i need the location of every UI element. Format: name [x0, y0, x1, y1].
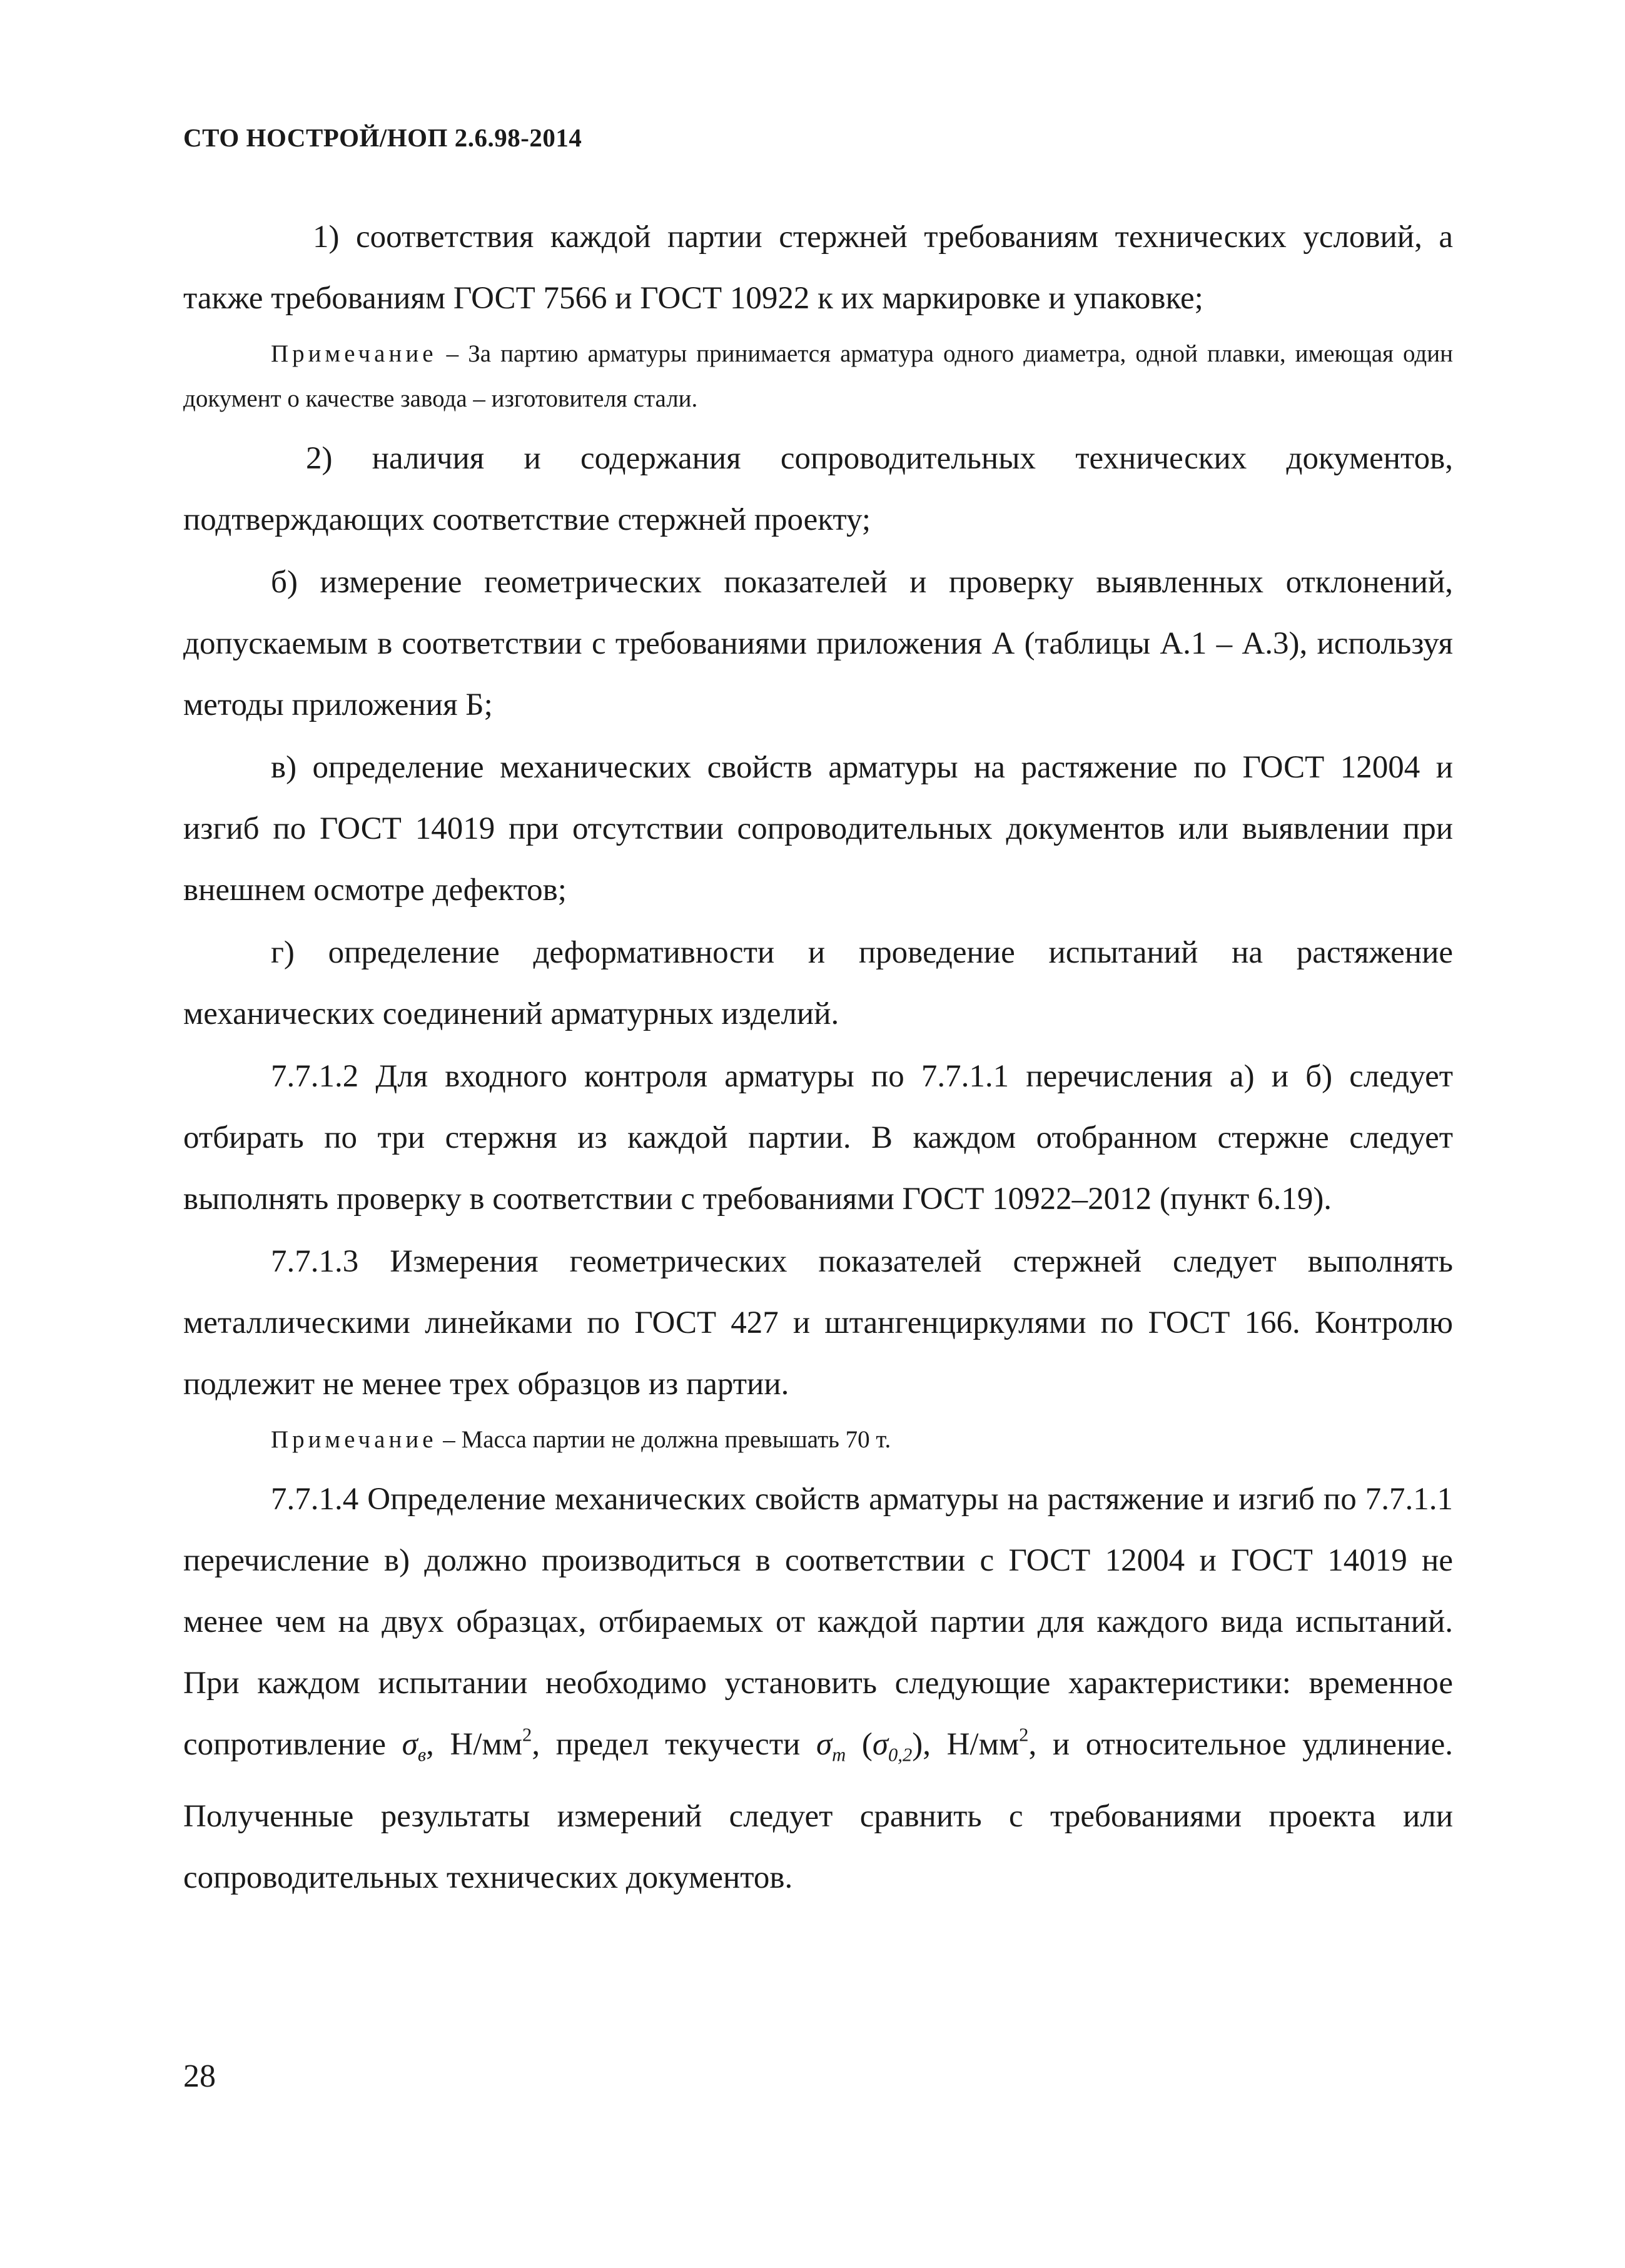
- paragraph-item-b: б) измерение геометрических показателей и проверку выявленных отклонений, допускаемым в соответствии с требованиями приложения А (таблицы А.1 – А.3), используя методы приложения Б;: [183, 565, 1453, 722]
- paragraph-7-7-1-3: 7.7.1.3 Измерения геометрических показателей стержней следует выполнять металлическими линейками по ГОСТ 427 и штангенциркулями по ГОСТ 166. Контролю подлежит не менее трех образцов из партии.: [183, 1244, 1453, 1402]
- subscript: в: [417, 1744, 427, 1766]
- document-code-header: СТО НОСТРОЙ/НОП 2.6.98-2014: [183, 123, 582, 152]
- text-run: , Н/мм: [426, 1727, 523, 1762]
- paragraph-item-1: 1) соответствия каждой партии стержней требованиям технических условий, а также требованиям ГОСТ 7566 и ГОСТ 10922 к их маркировке и упаковке;: [183, 220, 1453, 316]
- paragraph-item-g: г) определение деформативности и проведение испытаний на растяжение механических соединений арматурных изделий.: [183, 935, 1453, 1031]
- paragraph-7-7-1-2: 7.7.1.2 Для входного контроля арматуры по 7.7.1.1 перечисления а) и б) следует отбирать по три стержня из каждой партии. В каждом отобранном стержне следует выполнять проверку в соответствии с требованиями ГОСТ 10922–2012 (пункт 6.19).: [183, 1059, 1453, 1217]
- paragraph-7-7-1-4: [183, 1469, 1453, 1908]
- superscript: 2: [522, 1724, 532, 1746]
- note-text: – За партию арматуры принимается арматура одного диаметра, одной плавки, имеющая один документ о качестве завода – изготовителя стали.: [183, 340, 1453, 412]
- text-run: , предел текучести: [532, 1727, 816, 1762]
- note-text: – Масса партии не должна превышать 70 т.: [437, 1426, 891, 1453]
- note-label: Примечание: [271, 340, 437, 367]
- document-body: [183, 206, 1453, 1910]
- note-2: [183, 1417, 1453, 1462]
- paragraph-item-v: в) определение механических свойств арматуры на растяжение по ГОСТ 12004 и изгиб по ГОСТ 14019 при отсутствии сопроводительных документов или выявлении при внешнем осмотре дефектов;: [183, 750, 1453, 908]
- sigma-symbol: σ: [872, 1727, 888, 1762]
- note-label: Примечание: [271, 1426, 437, 1453]
- superscript: 2: [1019, 1724, 1029, 1746]
- sigma-symbol: σ: [402, 1727, 418, 1762]
- subscript: 0,2: [888, 1744, 913, 1766]
- note-1: [183, 332, 1453, 422]
- text-run: (: [846, 1727, 873, 1762]
- paragraph-item-2: 2) наличия и содержания сопроводительных технических документов, подтверждающих соответствие стержней проекту;: [183, 441, 1453, 537]
- text-run: , и относительное удлинение. Полученные результаты измерений следует сравнить с требованиями проекта или сопроводительных технических документов.: [183, 1727, 1454, 1895]
- page-number: 28: [183, 2058, 216, 2094]
- subscript: т: [832, 1744, 846, 1766]
- sigma-symbol: σ: [816, 1727, 833, 1762]
- text-run: ), Н/мм: [912, 1727, 1020, 1762]
- text-run: 7.7.1.4 Определение механических свойств арматуры на растяжение и изгиб по 7.7.1.1 перечисление в) должно производиться в соответствии с ГОСТ 12004 и ГОСТ 14019 не менее чем на двух образцах, отбираемых от каждой партии для каждого вида испытаний. При каждом испытании необходимо установить следующие характеристики: временное сопротивление: [183, 1482, 1453, 1762]
